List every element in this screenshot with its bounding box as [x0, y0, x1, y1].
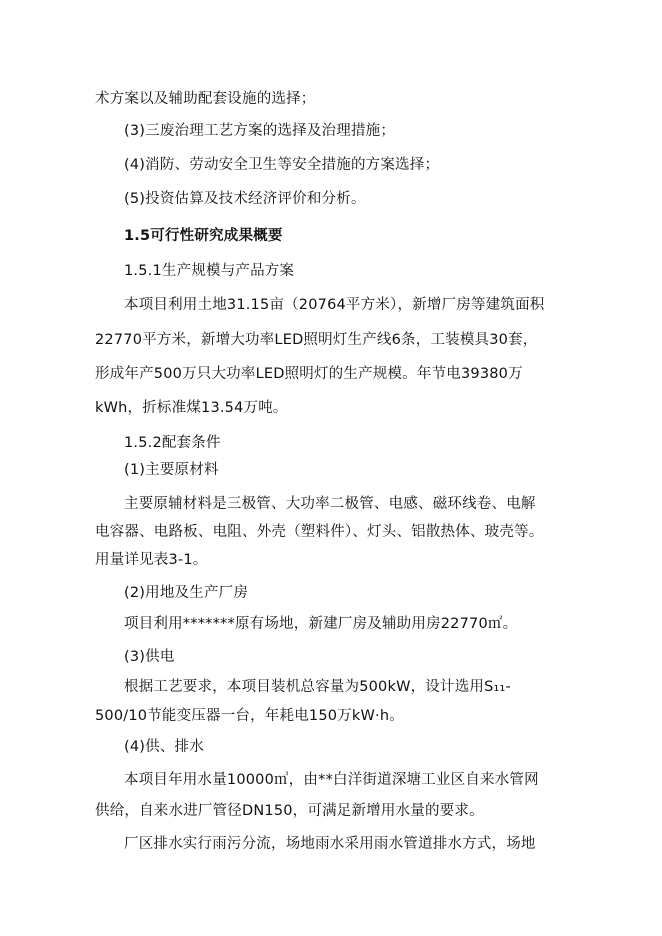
list-item: (2)用地及生产厂房: [124, 585, 249, 601]
paragraph-line: 主要原辅材料是三极管、大功率二极管、电感、磁环线卷、电解: [124, 496, 536, 512]
subsection-heading: 1.5.1生产规模与产品方案: [124, 263, 295, 279]
paragraph-line: 项目利用*******原有场地，新建厂房及辅助用房22770㎡。: [124, 616, 518, 632]
paragraph-line: 500/10节能变压器一台，年耗电150万kW·h。: [95, 708, 404, 724]
subsection-heading: 1.5.2配套条件: [124, 435, 221, 451]
paragraph-line: kWh，折标准煤13.54万吨。: [95, 400, 288, 416]
list-item: (1)主要原材料: [124, 462, 219, 478]
paragraph-line: 22770平方米，新增大功率LED照明灯生产线6条，工装模具30套，: [95, 332, 538, 348]
list-item: (4)消防、劳动安全卫生等安全措施的方案选择；: [124, 157, 440, 173]
paragraph-line: 本项目年用水量10000㎥，由**白洋街道深塘工业区自来水管网: [124, 772, 539, 788]
list-item: (3)三废治理工艺方案的选择及治理措施；: [124, 123, 396, 139]
paragraph-line: 本项目利用土地31.15亩（20764平方米），新增厂房等建筑面积: [124, 297, 545, 313]
paragraph-line: 形成年产500万只大功率LED照明灯的生产规模。年节电39380万: [95, 366, 523, 382]
list-item: (4)供、排水: [124, 739, 204, 755]
paragraph-line: 根据工艺要求，本项目装机总容量为500kW，设计选用S₁₁-: [124, 679, 511, 695]
paragraph-line: 电容器、电路板、电阻、外壳（塑料件）、灯头、铝散热体、玻壳等。: [95, 524, 544, 540]
paragraph-line: 术方案以及辅助配套设施的选择；: [95, 91, 316, 107]
paragraph-line: 厂区排水实行雨污分流，场地雨水采用雨水管道排水方式，场地: [124, 836, 536, 852]
paragraph-line: 用量详见表3-1。: [95, 552, 208, 568]
list-item: (5)投资估算及技术经济评价和分析。: [124, 191, 366, 207]
section-heading: 1.5可行性研究成果概要: [124, 228, 283, 244]
paragraph-line: 供给，自来水进厂管径DN150，可满足新增用水量的要求。: [95, 803, 484, 819]
list-item: (3)供电: [124, 649, 175, 665]
